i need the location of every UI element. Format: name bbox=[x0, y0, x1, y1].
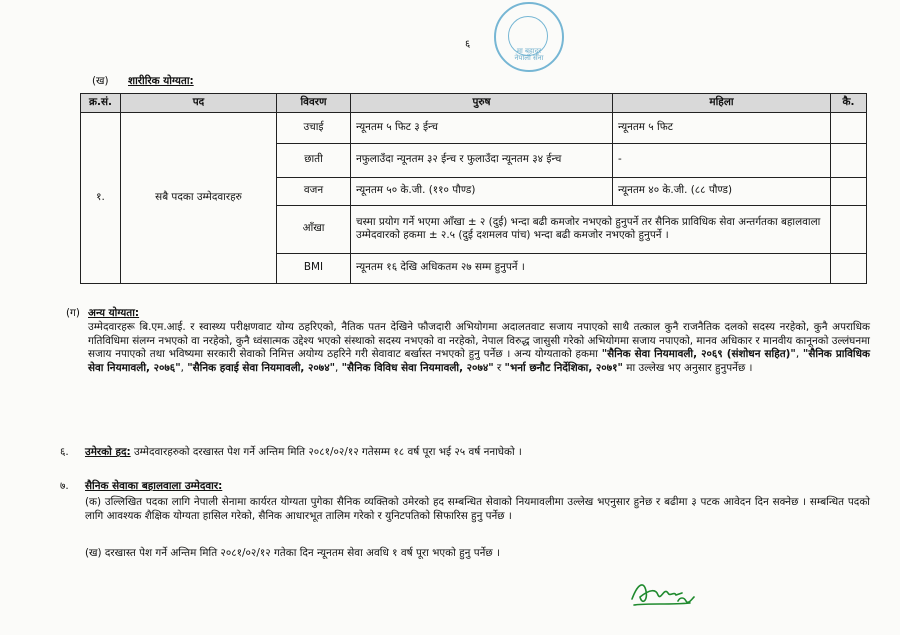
cell-both: चस्मा प्रयोग गर्ने भएमा आँखा ± २ (दुई) भन्दा बढी कमजोर नभएको हुनुपर्ने तर सैनिक प्राविधिक सेवा अन्तर्गतका बहालवाला उम्मेदवारको हकमा ± २.५ (दुई दशमलव पांच) भन्दा बढी कमजोर नभएको हुनुपर्ने । bbox=[351, 205, 831, 253]
cell-item: वजन bbox=[277, 177, 351, 205]
other-heading: अन्य योग्यता: bbox=[88, 307, 140, 319]
rule-2: "सैनिक प्राविधिक सेवा नियमावली, २०७६" bbox=[88, 348, 870, 375]
signature bbox=[628, 575, 698, 611]
other-body-text: उम्मेदवारहरू बि.एम.आई. र स्वास्थ्य परीक्षणवाट योग्य ठहरिएको, नैतिक पतन देखिने फौजदारी अभियोगमा अदालतवाट सजाय नपाएको साथै तत्काल कुनै राजनैतिक दलको सदस्य नरहेको, कुनै अपराधिक गतिविधिमा संलग्न नभएको वा नरहेको, कुनै ध्वंसात्मक उद्देश्य भएको संस्थाको सदस्य नभएको वा नरहेको, नेपाल विरुद्ध जासुसी गरेको अभियोगमा सजाय नपाएको, मानव अधिकार र मानवीय कानूनको उल्लंघनमा सजाय नपाएको तथा भविष्यमा सरकारी सेवाको निमित्त अयोग्य ठहरिने गरी सेवावाट बर्खास्त नभएको हुनु पर्नेछ । अन्य योग्यताको हकमा bbox=[88, 321, 870, 361]
header-serial: क्र.सं. bbox=[81, 94, 121, 113]
cell-post: सबै पदका उम्मेदवारहरु bbox=[121, 112, 277, 283]
cell-male: न्यूनतम ५० के.जी. (११० पौण्ड) bbox=[351, 177, 613, 205]
cell-male: नफुलाउँदा न्यूनतम ३२ ईन्च र फुलाउँदा न्यूनतम ३४ ईन्च bbox=[351, 143, 613, 177]
physical-marker: (ख) bbox=[92, 75, 109, 87]
other-body-tail: मा उल्लेख भए अनुसार हुनुपर्नेछ । bbox=[622, 362, 753, 375]
cell-female: - bbox=[613, 143, 831, 177]
cell-male: न्यूनतम ५ फिट ३ ईन्च bbox=[351, 112, 613, 143]
cell-female: न्यूनतम ४० के.जी. (८८ पौण्ड) bbox=[613, 177, 831, 205]
cell-item: BMI bbox=[277, 253, 351, 283]
table-header-row bbox=[81, 94, 867, 113]
rule-1: "सैनिक सेवा नियमावली, २०६९ (संशोधन सहित)" bbox=[601, 348, 796, 361]
serving-heading: सैनिक सेवाका बहालवाला उम्मेदवार: bbox=[85, 480, 223, 492]
stamp-lettering: मा बहादुर नेपाली सेना bbox=[514, 47, 544, 63]
physical-requirements-table bbox=[80, 93, 867, 284]
cell-item: छाती bbox=[277, 143, 351, 177]
rule-3: "सैनिक हवाई सेवा नियमावली, २०७४" bbox=[187, 362, 336, 375]
header-female: महिला bbox=[613, 94, 831, 113]
table-row bbox=[81, 112, 867, 143]
cell-remarks bbox=[831, 177, 867, 205]
cell-remarks bbox=[831, 253, 867, 283]
physical-heading: शारीरिक योग्यता: bbox=[128, 75, 194, 87]
cell-item: आँखा bbox=[277, 205, 351, 253]
age-number: ६. bbox=[60, 446, 69, 458]
serving-clause-b: (ख) दरखास्त पेश गर्ने अन्तिम मिति २०८१/०२/१२ गतेका दिन न्यूनतम सेवा अवधि १ वर्ष पूरा भएको हुनु पर्नेछ । bbox=[85, 547, 500, 559]
page-number: ६ bbox=[465, 39, 471, 50]
header-remarks: कै. bbox=[831, 94, 867, 113]
header-item: विवरण bbox=[277, 94, 351, 113]
other-marker: (ग) bbox=[66, 307, 80, 319]
rule-5: "भर्ना छनौट निर्देशिका, २०७१" bbox=[504, 362, 623, 375]
cell-serial: १. bbox=[81, 112, 121, 283]
age-heading: उमेरको हद: bbox=[85, 446, 131, 458]
cell-remarks bbox=[831, 205, 867, 253]
other-body: उम्मेदवारहरू बि.एम.आई. र स्वास्थ्य परीक्षणवाट योग्य ठहरिएको, नैतिक पतन देखिने फौजदारी अभियोगमा अदालतवाट सजाय नपाएको साथै तत्काल कुनै राजनैतिक दलको सदस्य नरहेको, कुनै अपराधिक गतिविधिमा संलग्न नभएको वा नरहेको, कुनै ध्वंसात्मक उद्देश्य भएको संस्थाको सदस्य नभएको वा नरहेको, नेपाल विरुद्ध जासुसी गरेको अभियोगमा सजाय नपाएको, मानव अधिकार र मानवीय कानूनको उल्लंघनमा सजाय नपाएको तथा भविष्यमा सरकारी सेवाको निमित्त अयोग्य ठहरिने गरी सेवावाट बर्खास्त नभएको हुनु पर्नेछ । अन्य योग्यताको हकमा "सैनिक सेवा नियमावली, २०६९ (संशोधन सहित)", "सैनिक प्राविधिक सेवा नियमावली, २०७६", "सैनिक हवाई सेवा नियमावली, २०७४", "सैनिक विविध सेवा नियमावली, २०७४" र "भर्ना छनौट निर्देशिका, २०७१" मा उल्लेख भए अनुसार हुनुपर्नेछ । bbox=[88, 321, 870, 375]
cell-both: न्यूनतम १६ देखि अधिकतम २७ सम्म हुनुपर्ने । bbox=[351, 253, 831, 283]
cell-female: न्यूनतम ५ फिट bbox=[613, 112, 831, 143]
office-stamp bbox=[494, 2, 564, 72]
age-paragraph bbox=[85, 446, 870, 460]
cell-item: उचाई bbox=[277, 112, 351, 143]
cell-remarks bbox=[831, 143, 867, 177]
header-male: पुरुष bbox=[351, 94, 613, 113]
serving-number: ७. bbox=[60, 480, 69, 492]
header-post: पद bbox=[121, 94, 277, 113]
cell-remarks bbox=[831, 112, 867, 143]
serving-clause-a: (क) उल्लिखित पदका लागि नेपाली सेनामा कार्यरत योग्यता पुगेका सैनिक व्यक्तिको उमेरको हद सम्बन्धित सेवाको नियमावलीमा उल्लेख भएनुसार हुनेछ र बढीमा ३ पटक आवेदन दिन सक्नेछ । सम्बन्धित पदको लागि आवश्यक शैक्षिक योग्यता हासिल गरेको, सैनिक आधारभूत तालिम गरेको र युनिटपतिको सिफारिस हुनु पर्नेछ । bbox=[85, 496, 870, 522]
age-body: उम्मेदवारहरुको दरखास्त पेश गर्ने अन्तिम मिति २०८१/०२/१२ गतेसम्म १८ वर्ष पूरा भई २५ वर्ष ननाघेको । bbox=[130, 446, 522, 458]
rule-4: "सैनिक विविध सेवा नियमावली, २०७४" bbox=[341, 362, 494, 375]
